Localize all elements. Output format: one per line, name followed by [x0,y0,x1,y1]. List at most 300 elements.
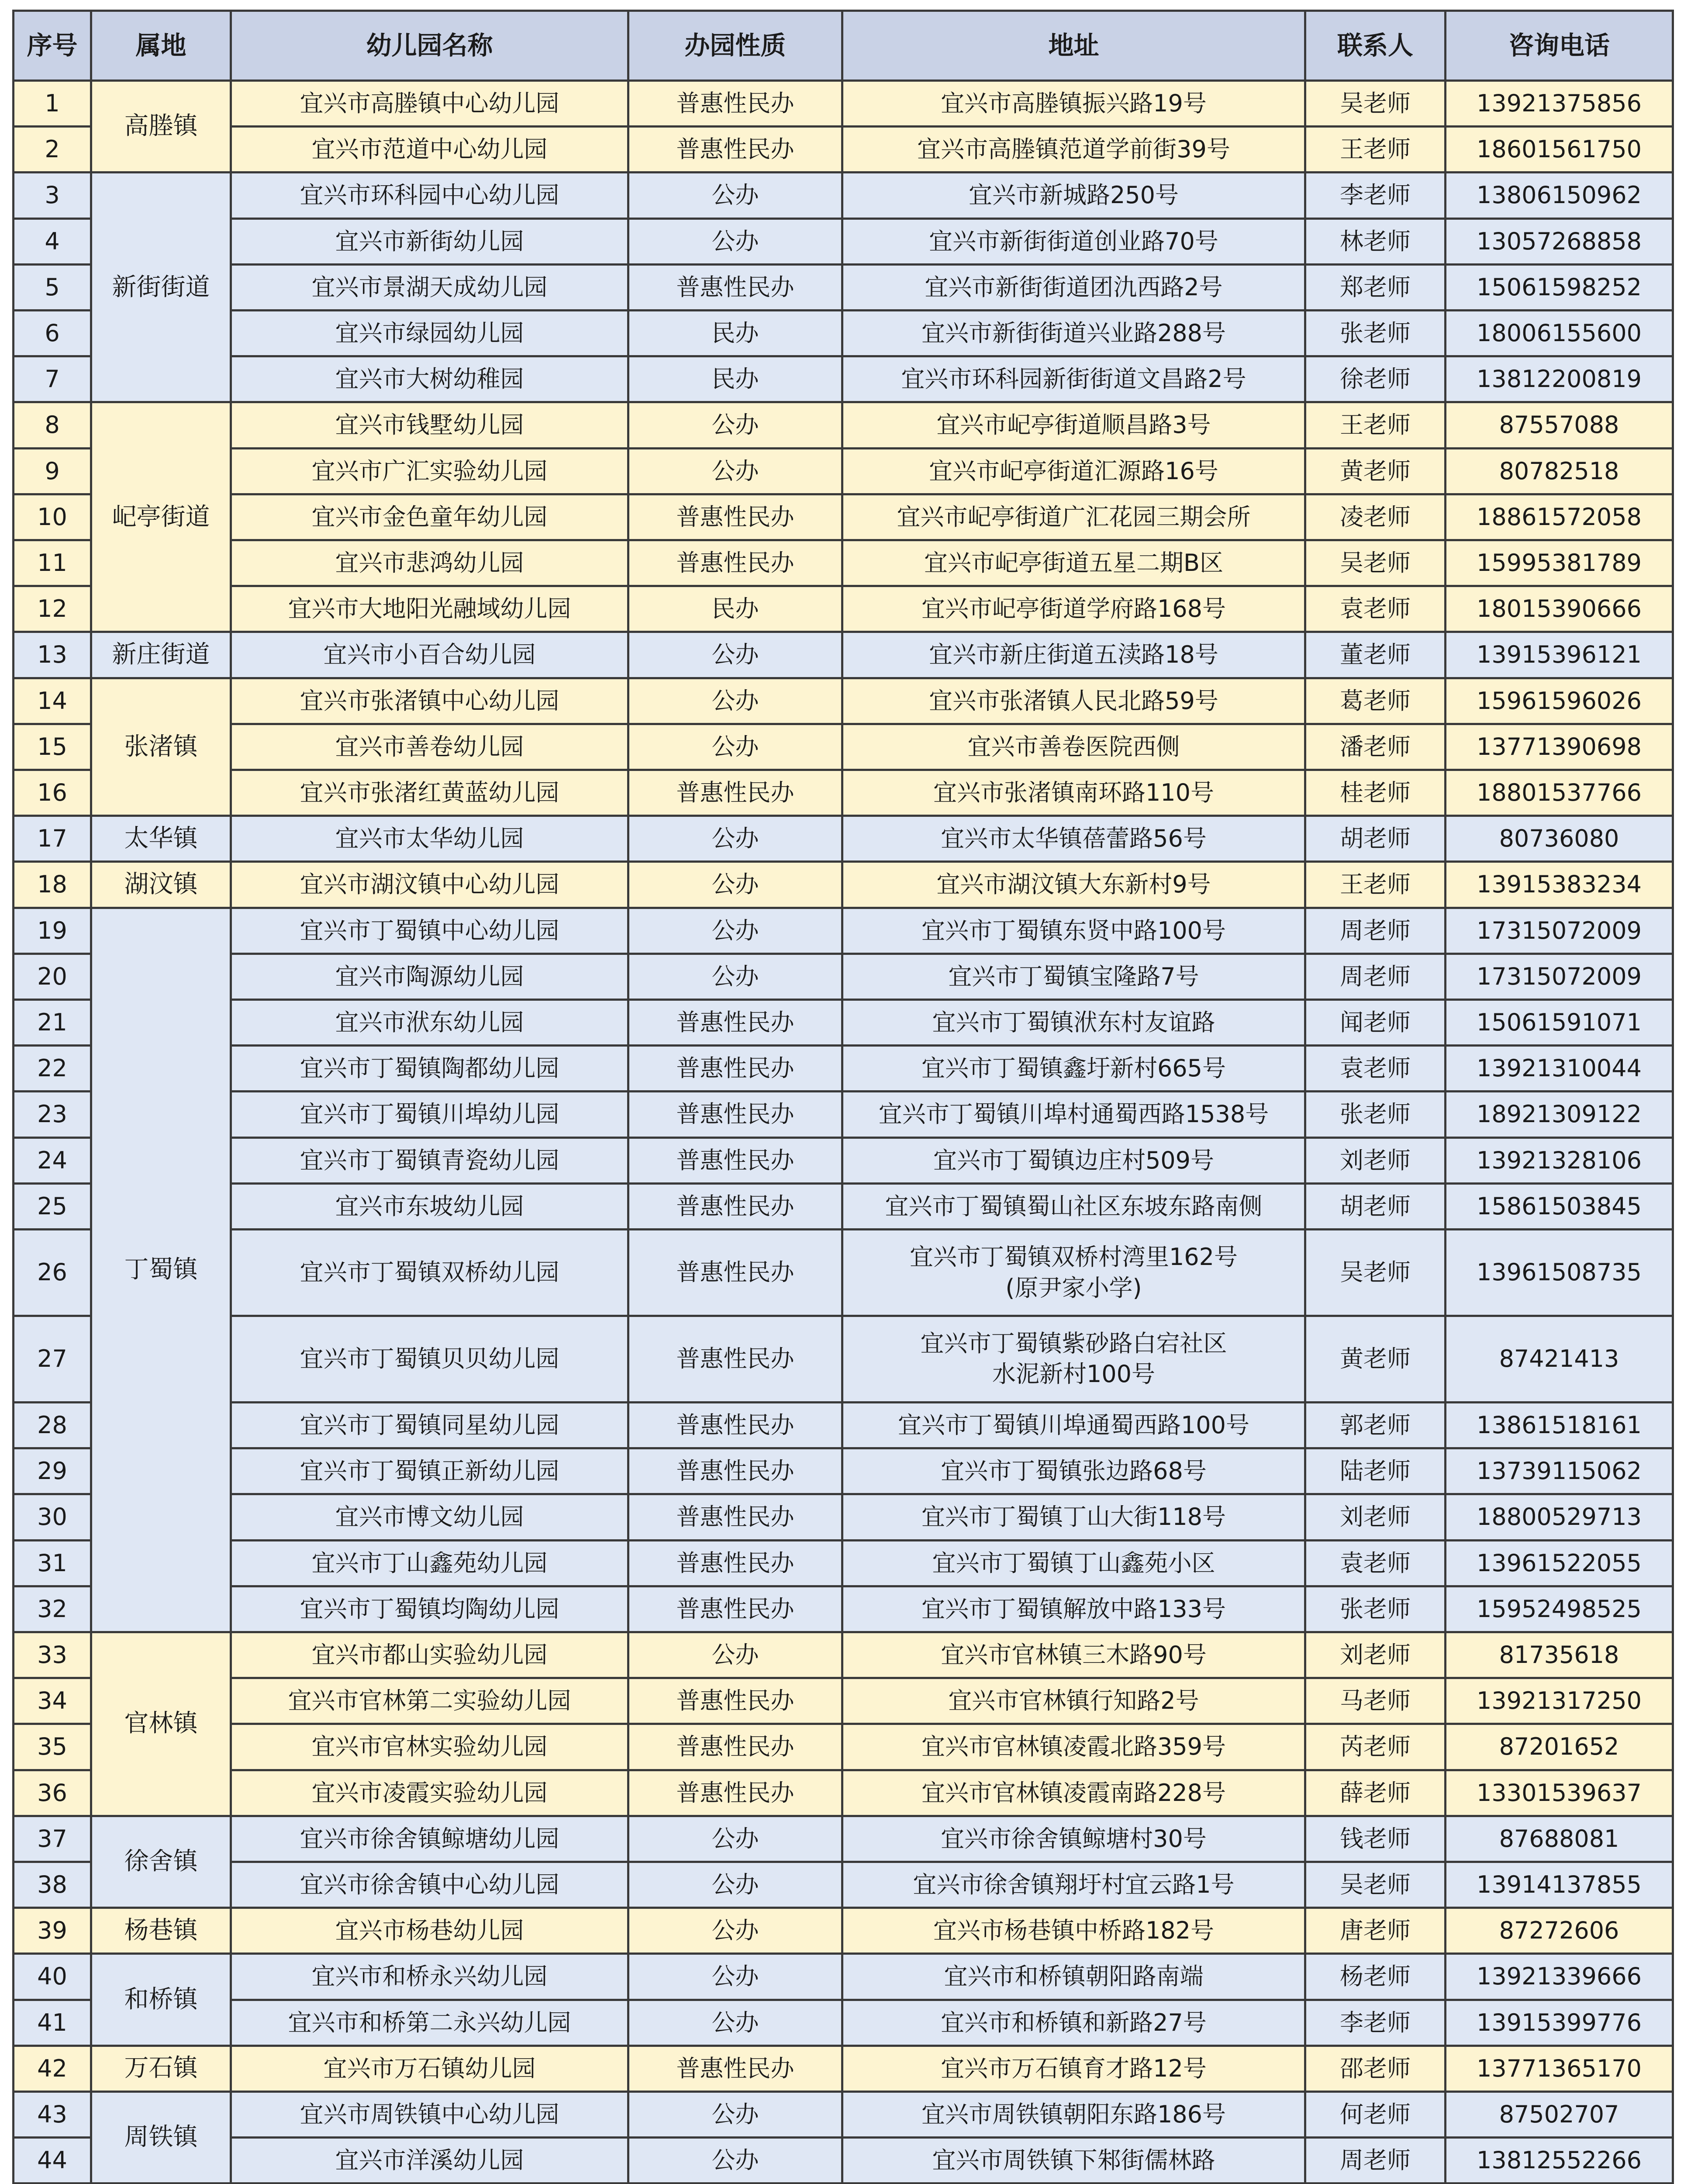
address-line: 宜兴市周铁镇下邾街儒林路 [932,2146,1215,2174]
row-number: 3 [14,173,91,218]
contact-person: 唐老师 [1305,1908,1446,1954]
table-row [14,908,1673,954]
contact-person: 凌老师 [1305,494,1446,540]
contact-person: 周老师 [1305,908,1446,954]
school-type: 普惠性民办 [628,494,842,540]
school-type: 公办 [628,1908,842,1954]
contact-person: 周老师 [1305,954,1446,999]
contact-person: 刘老师 [1305,1632,1446,1678]
header-area: 属地 [91,11,231,81]
kindergarten-name: 宜兴市官林实验幼儿园 [231,1724,628,1770]
table-row [14,218,1673,264]
row-number: 5 [14,264,91,310]
contact-person: 马老师 [1305,1678,1446,1724]
address-line: 宜兴市官林镇凌霞南路228号 [921,1779,1226,1807]
kindergarten-name: 宜兴市洋溪幼儿园 [231,2138,628,2184]
phone-number: 13806150962 [1446,173,1673,218]
contact-person: 钱老师 [1305,1816,1446,1862]
phone-number: 13915399776 [1446,2000,1673,2046]
address-cell [842,1092,1305,1137]
address-cell [842,1908,1305,1954]
row-number: 11 [14,540,91,586]
school-type: 公办 [628,1632,842,1678]
kindergarten-name: 宜兴市官林第二实验幼儿园 [231,1678,628,1724]
address-line: 宜兴市新街街道兴业路288号 [921,319,1226,347]
kindergarten-name: 宜兴市丁蜀镇双桥幼儿园 [231,1230,628,1316]
address-cell [842,2138,1305,2184]
address-line: 宜兴市丁蜀镇东贤中路100号 [921,916,1226,944]
table-row [14,1402,1673,1448]
region-cell: 徐舍镇 [91,1816,231,1908]
address-line: 宜兴市屺亭街道汇源路16号 [929,457,1218,485]
address-cell [842,770,1305,816]
header-address: 地址 [842,11,1305,81]
table-row [14,1448,1673,1494]
contact-person: 李老师 [1305,173,1446,218]
row-number: 15 [14,724,91,770]
phone-number: 80782518 [1446,448,1673,494]
row-number: 35 [14,1724,91,1770]
address-cell [842,1954,1305,2000]
header-no: 序号 [14,11,91,81]
phone-number: 18015390666 [1446,586,1673,632]
address-line: 宜兴市徐舍镇鲸塘村30号 [941,1825,1207,1852]
address-cell [842,2091,1305,2137]
contact-person: 黄老师 [1305,448,1446,494]
phone-number: 80736080 [1446,816,1673,862]
region-cell: 新庄街道 [91,632,231,678]
region-cell: 张渚镇 [91,678,231,816]
table-row [14,81,1673,127]
address-line: 宜兴市丁蜀镇边庄村509号 [933,1146,1215,1174]
phone-number: 15961596026 [1446,678,1673,724]
row-number: 37 [14,1816,91,1862]
school-type: 民办 [628,586,842,632]
contact-person: 吴老师 [1305,1230,1446,1316]
row-number: 21 [14,1000,91,1046]
phone-number: 81735618 [1446,1632,1673,1678]
address-cell [842,173,1305,218]
phone-number: 18800529713 [1446,1494,1673,1540]
kindergarten-name: 宜兴市善卷幼儿园 [231,724,628,770]
table-row [14,1862,1673,1908]
contact-person: 吴老师 [1305,81,1446,127]
school-type: 普惠性民办 [628,1230,842,1316]
kindergarten-name: 宜兴市丁蜀镇川埠幼儿园 [231,1092,628,1137]
row-number: 17 [14,816,91,862]
row-number: 34 [14,1678,91,1724]
phone-number: 15952498525 [1446,1586,1673,1632]
kindergarten-name: 宜兴市陶源幼儿园 [231,954,628,999]
address-cell [842,862,1305,908]
table-row [14,494,1673,540]
region-cell: 高塍镇 [91,81,231,173]
school-type: 普惠性民办 [628,1183,842,1229]
phone-number: 17315072009 [1446,954,1673,999]
school-type: 公办 [628,908,842,954]
kindergarten-name: 宜兴市丁蜀镇同星幼儿园 [231,1402,628,1448]
contact-person: 董老师 [1305,632,1446,678]
table-row [14,448,1673,494]
table-row [14,770,1673,816]
contact-person: 胡老师 [1305,1183,1446,1229]
table-row [14,1954,1673,2000]
address-cell [842,540,1305,586]
address-line: 宜兴市丁蜀镇蜀山社区东坡东路南侧 [885,1192,1263,1220]
table-row [14,1678,1673,1724]
phone-number: 87201652 [1446,1724,1673,1770]
kindergarten-name: 宜兴市洑东幼儿园 [231,1000,628,1046]
table-row [14,954,1673,999]
kindergarten-name: 宜兴市钱墅幼儿园 [231,402,628,448]
address-line: 宜兴市张渚镇人民北路59号 [929,687,1218,715]
phone-number: 87272606 [1446,1908,1673,1954]
phone-number: 13914137855 [1446,1862,1673,1908]
address-cell [842,632,1305,678]
table-row [14,816,1673,862]
school-type: 公办 [628,724,842,770]
address-cell [842,1770,1305,1816]
address-line: 宜兴市新庄街道五渎路18号 [929,641,1218,669]
kindergarten-table [12,10,1674,2184]
contact-person: 桂老师 [1305,770,1446,816]
row-number: 26 [14,1230,91,1316]
school-type: 公办 [628,1816,842,1862]
school-type: 普惠性民办 [628,1316,842,1403]
row-number: 32 [14,1586,91,1632]
row-number: 8 [14,402,91,448]
row-number: 40 [14,1954,91,2000]
row-number: 19 [14,908,91,954]
address-line: 宜兴市丁蜀镇紫砂路白宕社区 [920,1330,1227,1358]
phone-number: 13812200819 [1446,356,1673,402]
phone-number: 18801537766 [1446,770,1673,816]
address-cell [842,1402,1305,1448]
address-line: 宜兴市杨巷镇中桥路182号 [933,1917,1215,1945]
row-number: 42 [14,2046,91,2091]
table-row [14,173,1673,218]
contact-person: 袁老师 [1305,1540,1446,1586]
contact-person: 张老师 [1305,1092,1446,1137]
school-type: 普惠性民办 [628,264,842,310]
row-number: 1 [14,81,91,127]
contact-person: 葛老师 [1305,678,1446,724]
school-type: 公办 [628,678,842,724]
region-cell: 湖汶镇 [91,862,231,908]
row-number: 16 [14,770,91,816]
address-cell [842,2046,1305,2091]
address-cell [842,2000,1305,2046]
kindergarten-name: 宜兴市张渚镇中心幼儿园 [231,678,628,724]
school-type: 公办 [628,2138,842,2184]
contact-person: 薛老师 [1305,1770,1446,1816]
contact-person: 何老师 [1305,2091,1446,2137]
table-row [14,264,1673,310]
contact-person: 张老师 [1305,1586,1446,1632]
row-number: 28 [14,1402,91,1448]
header-type: 办园性质 [628,11,842,81]
contact-person: 刘老师 [1305,1494,1446,1540]
address-line: 宜兴市丁蜀镇丁山大街118号 [921,1503,1226,1531]
school-type: 民办 [628,356,842,402]
table-row [14,1230,1673,1316]
school-type: 普惠性民办 [628,540,842,586]
phone-number: 13921317250 [1446,1678,1673,1724]
header-row [14,11,1673,81]
school-type: 公办 [628,218,842,264]
address-line: 宜兴市丁蜀镇张边路68号 [941,1457,1207,1485]
row-number: 24 [14,1137,91,1183]
region-cell: 丁蜀镇 [91,908,231,1632]
school-type: 普惠性民办 [628,1137,842,1183]
table-row [14,586,1673,632]
table-row [14,1724,1673,1770]
kindergarten-name: 宜兴市大地阳光融域幼儿园 [231,586,628,632]
address-cell [842,1724,1305,1770]
table-row [14,356,1673,402]
school-type: 公办 [628,2091,842,2137]
address-line: 宜兴市丁蜀镇宝隆路7号 [948,962,1199,990]
phone-number: 18921309122 [1446,1092,1673,1137]
school-type: 普惠性民办 [628,1494,842,1540]
phone-number: 18861572058 [1446,494,1673,540]
address-line: 宜兴市丁蜀镇川埠通蜀西路100号 [897,1411,1250,1439]
row-number: 27 [14,1316,91,1403]
address-cell [842,954,1305,999]
school-type: 普惠性民办 [628,1770,842,1816]
row-number: 13 [14,632,91,678]
kindergarten-name: 宜兴市景湖天成幼儿园 [231,264,628,310]
table-row [14,1137,1673,1183]
address-cell [842,127,1305,173]
row-number: 31 [14,1540,91,1586]
kindergarten-name: 宜兴市徐舍镇中心幼儿园 [231,1862,628,1908]
phone-number: 13812552266 [1446,2138,1673,2184]
table-row [14,1000,1673,1046]
contact-person: 闻老师 [1305,1000,1446,1046]
address-cell [842,1816,1305,1862]
table-row [14,402,1673,448]
address-cell [842,218,1305,264]
school-type: 公办 [628,1954,842,2000]
kindergarten-name: 宜兴市大树幼稚园 [231,356,628,402]
contact-person: 袁老师 [1305,586,1446,632]
school-type: 普惠性民办 [628,770,842,816]
address-line: 宜兴市屺亭街道广汇花园三期会所 [897,503,1251,531]
kindergarten-name: 宜兴市张渚红黄蓝幼儿园 [231,770,628,816]
kindergarten-name: 宜兴市环科园中心幼儿园 [231,173,628,218]
address-cell [842,1862,1305,1908]
contact-person: 黄老师 [1305,1316,1446,1403]
row-number: 33 [14,1632,91,1678]
row-number: 9 [14,448,91,494]
phone-number: 87502707 [1446,2091,1673,2137]
address-line: 宜兴市和桥镇朝阳路南端 [944,1963,1204,1990]
phone-number: 13921328106 [1446,1137,1673,1183]
address-cell [842,311,1305,356]
row-number: 25 [14,1183,91,1229]
school-type: 公办 [628,954,842,999]
table-row [14,1183,1673,1229]
address-cell [842,1137,1305,1183]
contact-person: 陆老师 [1305,1448,1446,1494]
phone-number: 18601561750 [1446,127,1673,173]
address-cell [842,816,1305,862]
school-type: 民办 [628,311,842,356]
row-number: 10 [14,494,91,540]
phone-number: 87688081 [1446,1816,1673,1862]
address-cell [842,356,1305,402]
row-number: 6 [14,311,91,356]
contact-person: 吴老师 [1305,1862,1446,1908]
address-cell [842,1678,1305,1724]
address-line: 宜兴市徐舍镇翔圩村宜云路1号 [913,1870,1235,1898]
kindergarten-name: 宜兴市万石镇幼儿园 [231,2046,628,2091]
contact-person: 刘老师 [1305,1137,1446,1183]
address-cell [842,1183,1305,1229]
address-cell [842,1632,1305,1678]
address-cell [842,908,1305,954]
contact-person: 王老师 [1305,127,1446,173]
phone-number: 17315072009 [1446,908,1673,954]
phone-number: 13921310044 [1446,1046,1673,1092]
contact-person: 郭老师 [1305,1402,1446,1448]
row-number: 7 [14,356,91,402]
school-type: 普惠性民办 [628,1448,842,1494]
address-line: 宜兴市官林镇三木路90号 [941,1641,1207,1669]
address-line: (原尹家小学) [1005,1274,1142,1302]
row-number: 18 [14,862,91,908]
address-line: 宜兴市新城路250号 [968,181,1179,209]
table-row [14,2000,1673,2046]
contact-person: 林老师 [1305,218,1446,264]
phone-number: 18006155600 [1446,311,1673,356]
address-cell [842,494,1305,540]
row-number: 2 [14,127,91,173]
phone-number: 15861503845 [1446,1183,1673,1229]
kindergarten-name: 宜兴市悲鸿幼儿园 [231,540,628,586]
school-type: 普惠性民办 [628,1402,842,1448]
region-cell: 新街街道 [91,173,231,402]
school-type: 公办 [628,1862,842,1908]
school-type: 普惠性民办 [628,1046,842,1092]
address-cell [842,448,1305,494]
kindergarten-name: 宜兴市丁蜀镇陶都幼儿园 [231,1046,628,1092]
kindergarten-name: 宜兴市丁蜀镇青瓷幼儿园 [231,1137,628,1183]
table-row [14,2138,1673,2184]
kindergarten-name: 宜兴市丁蜀镇贝贝幼儿园 [231,1316,628,1403]
contact-person: 张老师 [1305,311,1446,356]
phone-number: 13921375856 [1446,81,1673,127]
address-cell [842,1046,1305,1092]
kindergarten-name: 宜兴市杨巷幼儿园 [231,1908,628,1954]
kindergarten-name: 宜兴市绿园幼儿园 [231,311,628,356]
kindergarten-name: 宜兴市丁山鑫苑幼儿园 [231,1540,628,1586]
table-row [14,1908,1673,1954]
contact-person: 李老师 [1305,2000,1446,2046]
row-number: 29 [14,1448,91,1494]
table-row [14,1494,1673,1540]
header-name: 幼儿园名称 [231,11,628,81]
address-line: 宜兴市周铁镇朝阳东路186号 [921,2100,1226,2128]
kindergarten-table-container [12,10,1672,2184]
school-type: 公办 [628,862,842,908]
table-row [14,1770,1673,1816]
address-cell [842,1000,1305,1046]
address-cell [842,264,1305,310]
row-number: 20 [14,954,91,999]
table-row [14,2046,1673,2091]
contact-person: 郑老师 [1305,264,1446,310]
table-row [14,540,1673,586]
address-line: 水泥新村100号 [992,1360,1156,1388]
address-cell [842,1540,1305,1586]
kindergarten-name: 宜兴市丁蜀镇中心幼儿园 [231,908,628,954]
region-cell: 万石镇 [91,2046,231,2091]
row-number: 12 [14,586,91,632]
address-line: 宜兴市屺亭街道学府路168号 [921,595,1226,623]
row-number: 39 [14,1908,91,1954]
contact-person: 芮老师 [1305,1724,1446,1770]
phone-number: 15061591071 [1446,1000,1673,1046]
address-cell [842,1316,1305,1403]
school-type: 普惠性民办 [628,1678,842,1724]
table-row [14,862,1673,908]
address-cell [842,402,1305,448]
table-row [14,2091,1673,2137]
address-line: 宜兴市湖汶镇大东新村9号 [936,871,1211,898]
kindergarten-name: 宜兴市凌霞实验幼儿园 [231,1770,628,1816]
row-number: 41 [14,2000,91,2046]
school-type: 公办 [628,632,842,678]
phone-number: 15995381789 [1446,540,1673,586]
phone-number: 15061598252 [1446,264,1673,310]
kindergarten-name: 宜兴市博文幼儿园 [231,1494,628,1540]
row-number: 36 [14,1770,91,1816]
address-line: 宜兴市丁蜀镇川埠村通蜀西路1538号 [878,1100,1269,1128]
table-row [14,127,1673,173]
table-row [14,1632,1673,1678]
kindergarten-name: 宜兴市东坡幼儿园 [231,1183,628,1229]
school-type: 公办 [628,173,842,218]
phone-number: 13915383234 [1446,862,1673,908]
region-cell: 杨巷镇 [91,1908,231,1954]
phone-number: 13301539637 [1446,1770,1673,1816]
table-body [14,81,1673,2184]
row-number: 38 [14,1862,91,1908]
address-cell [842,678,1305,724]
school-type: 公办 [628,816,842,862]
kindergarten-name: 宜兴市都山实验幼儿园 [231,1632,628,1678]
phone-number: 13739115062 [1446,1448,1673,1494]
contact-person: 胡老师 [1305,816,1446,862]
contact-person: 杨老师 [1305,1954,1446,2000]
address-line: 宜兴市丁蜀镇鑫圩新村665号 [921,1054,1226,1082]
table-row [14,311,1673,356]
kindergarten-name: 宜兴市徐舍镇鲸塘幼儿园 [231,1816,628,1862]
contact-person: 徐老师 [1305,356,1446,402]
address-line: 宜兴市官林镇凌霞北路359号 [921,1733,1226,1761]
kindergarten-name: 宜兴市小百合幼儿园 [231,632,628,678]
address-cell [842,586,1305,632]
table-row [14,1816,1673,1862]
address-line: 宜兴市环科园新街街道文昌路2号 [901,365,1246,393]
row-number: 4 [14,218,91,264]
address-line: 宜兴市善卷医院西侧 [967,733,1180,760]
contact-person: 潘老师 [1305,724,1446,770]
kindergarten-name: 宜兴市新街幼儿园 [231,218,628,264]
phone-number: 13915396121 [1446,632,1673,678]
